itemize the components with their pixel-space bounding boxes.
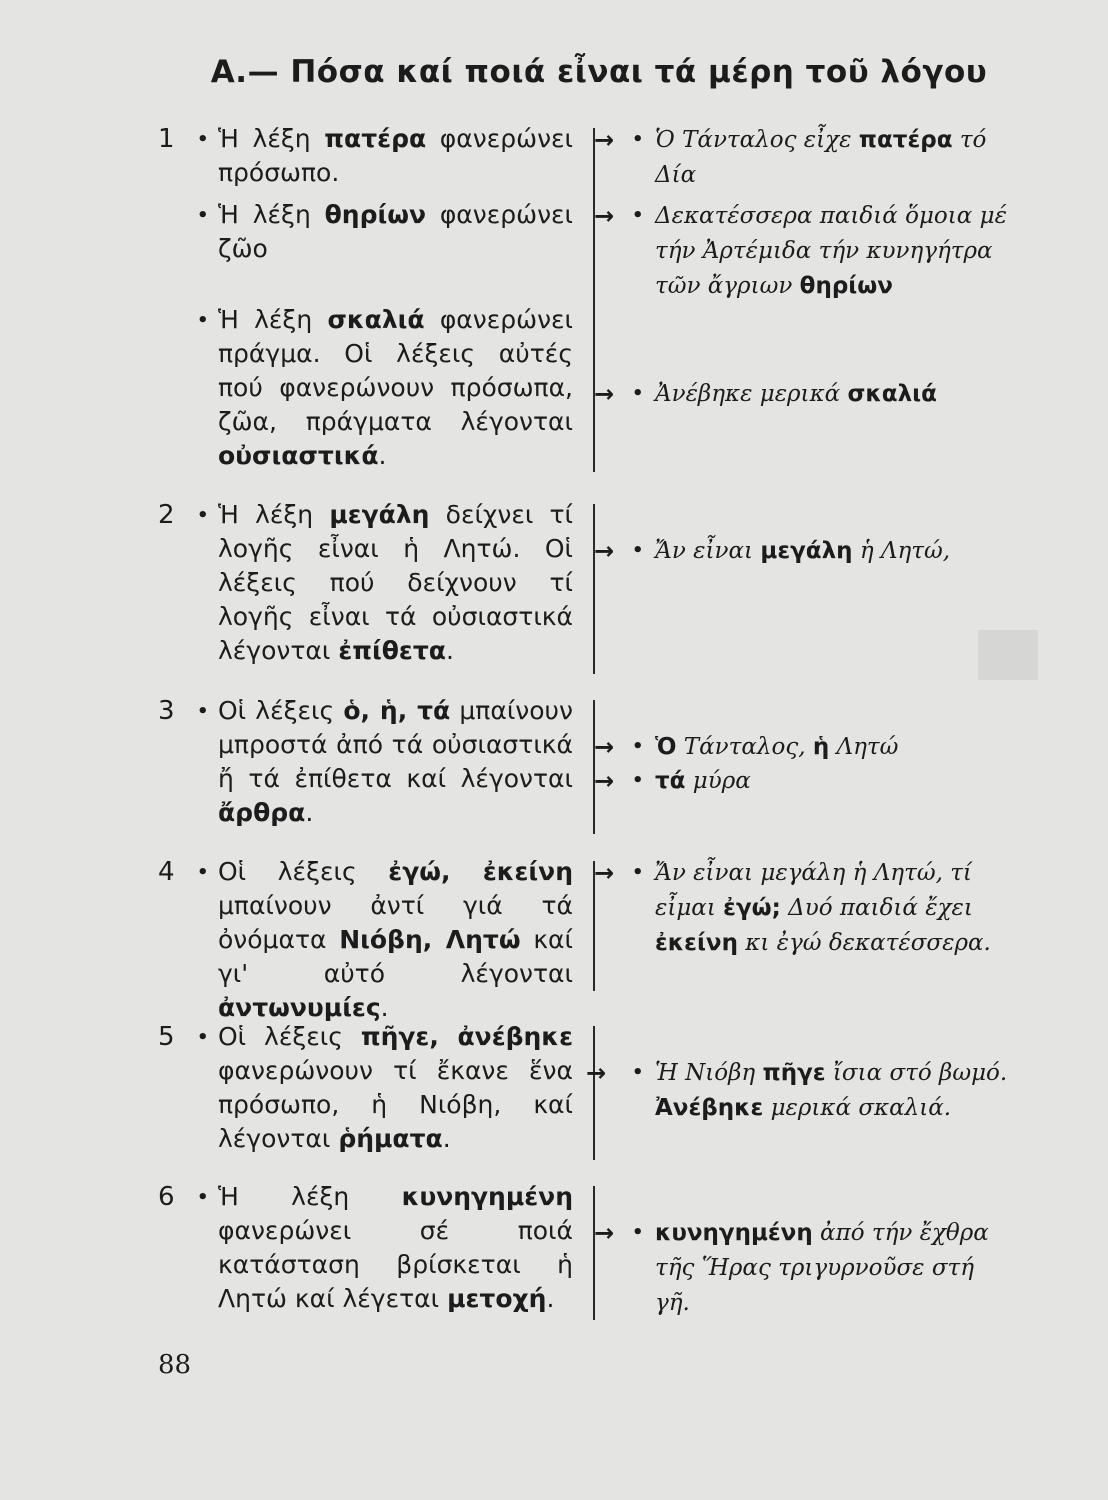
divider-line bbox=[593, 1186, 595, 1320]
keyword: Νιόβη, Λητώ bbox=[339, 925, 521, 954]
right-example-1a bbox=[655, 123, 1015, 193]
text: Ἄν εἶναι μεγάλη ἡ Λητώ, τί εἶμαι bbox=[655, 860, 972, 921]
keyword: ἐπίθετα bbox=[338, 636, 446, 665]
text: Ἡ λέξη bbox=[218, 200, 325, 229]
keyword: πῆγε bbox=[762, 1060, 826, 1086]
right-example-1c bbox=[655, 377, 1015, 412]
text: Λητώ bbox=[829, 734, 899, 760]
right-example-4 bbox=[655, 856, 1015, 961]
left-item-6 bbox=[218, 1180, 573, 1316]
bullet: • bbox=[197, 205, 209, 226]
arrow-icon: → bbox=[594, 767, 615, 795]
keyword: οὐσιαστικά bbox=[218, 441, 379, 470]
keyword: ῥήματα bbox=[338, 1124, 443, 1153]
section-number: 4 bbox=[158, 857, 175, 887]
bullet: • bbox=[197, 129, 209, 150]
text: . bbox=[378, 441, 387, 470]
text: μύρα bbox=[685, 768, 751, 794]
keyword: ἐκείνη bbox=[655, 930, 738, 956]
text: ἀπό τήν ἔχθρα τῆς Ἥρας τριγυρνοῦσε στή γῆ. bbox=[655, 1220, 989, 1316]
keyword: πατέρα bbox=[858, 127, 953, 153]
left-item-5 bbox=[218, 1020, 573, 1156]
text: μπαίνουν ἀντί γιά τά ὀνόματα bbox=[218, 891, 573, 954]
arrow-icon: → bbox=[594, 202, 615, 230]
keyword: σκαλιά bbox=[327, 305, 425, 334]
text: . bbox=[305, 798, 314, 827]
text: τό Δία bbox=[655, 127, 987, 188]
arrow-icon: → bbox=[594, 126, 615, 154]
bullet: • bbox=[632, 770, 644, 791]
arrow-icon: → bbox=[594, 733, 615, 761]
section-number: 2 bbox=[158, 500, 175, 530]
bullet: • bbox=[632, 540, 644, 561]
arrow-icon: → bbox=[586, 1059, 607, 1087]
bullet: • bbox=[197, 310, 209, 331]
text: Δυό παιδιά ἔχει bbox=[780, 895, 973, 921]
text: Ἡ λέξη bbox=[218, 500, 330, 529]
text: Ἄν εἶναι bbox=[655, 538, 761, 564]
left-item-1c bbox=[218, 303, 573, 473]
text: κι ἐγώ δεκατέσσερα. bbox=[737, 930, 991, 956]
section-number: 5 bbox=[158, 1022, 175, 1052]
bullet: • bbox=[197, 505, 209, 526]
bullet: • bbox=[632, 736, 644, 757]
keyword: ἄρθρα bbox=[218, 798, 306, 827]
right-example-3a bbox=[655, 730, 1015, 765]
left-item-1a bbox=[218, 122, 573, 190]
bullet: • bbox=[197, 1027, 209, 1048]
divider-line bbox=[593, 128, 595, 472]
bullet: • bbox=[197, 701, 209, 722]
keyword: ὁ, ἡ, τά bbox=[343, 696, 451, 725]
left-item-2 bbox=[218, 498, 573, 668]
text: . bbox=[442, 1124, 451, 1153]
keyword: κυνηγημένη bbox=[401, 1182, 573, 1211]
text: φανερώνουν τί ἔκανε ἕνα πρόσωπο, ἡ Νιόβη, καί λέγονται bbox=[218, 1056, 573, 1153]
left-item-3 bbox=[218, 694, 573, 830]
text: φανερώνει ζῶο bbox=[218, 200, 574, 263]
arrow-icon: → bbox=[594, 537, 615, 565]
right-example-1b bbox=[655, 199, 1015, 304]
keyword: ἐγώ; bbox=[723, 895, 781, 921]
right-example-2 bbox=[655, 534, 1015, 569]
keyword: κυνηγημένη bbox=[655, 1220, 813, 1246]
text: Ἀνέβηκε μερικά bbox=[655, 381, 848, 407]
bullet: • bbox=[632, 205, 644, 226]
keyword: σκαλιά bbox=[847, 381, 937, 407]
bullet: • bbox=[632, 1062, 644, 1083]
keyword: τά bbox=[655, 768, 686, 794]
keyword: θηρίων bbox=[799, 273, 893, 299]
section-number: 3 bbox=[158, 696, 175, 726]
bullet: • bbox=[632, 862, 644, 883]
arrow-icon: → bbox=[594, 1219, 615, 1247]
text: Ὁ Τάνταλος εἶχε bbox=[655, 127, 859, 153]
text: . bbox=[546, 1284, 555, 1313]
text: . bbox=[380, 993, 389, 1022]
keyword: θηρίων bbox=[324, 200, 426, 229]
right-example-6 bbox=[655, 1216, 1015, 1321]
bullet: • bbox=[632, 383, 644, 404]
keyword: ἀντωνυμίες bbox=[218, 993, 381, 1022]
arrow-icon: → bbox=[594, 859, 615, 887]
text: φανερώνει πρόσωπο. bbox=[218, 124, 574, 187]
text: Ἡ λέξη bbox=[218, 305, 328, 334]
text: ἴσια στό βωμό. bbox=[825, 1060, 1008, 1086]
bullet: • bbox=[632, 1222, 644, 1243]
text: καί γι' αὐτό λέγονται bbox=[218, 925, 573, 988]
page-number: 88 bbox=[158, 1350, 192, 1380]
keyword: Ὁ bbox=[655, 734, 677, 760]
text: δείχνει τί λογῆς εἶναι ἡ Λητώ. Οἱ λέξεις πού δείχνουν τί λογῆς εἶναι τά οὐσιαστικά λέγονται bbox=[218, 500, 573, 665]
section-number: 1 bbox=[158, 124, 175, 154]
text: Ἡ λέξη bbox=[218, 1182, 402, 1211]
text: φανερώνει σέ ποιά κατάσταση βρίσκεται ἡ Λητώ καί λέγεται bbox=[218, 1216, 573, 1313]
text: μερικά σκαλιά. bbox=[763, 1095, 952, 1121]
bullet: • bbox=[197, 862, 209, 883]
bleed-through-mark bbox=[978, 630, 1038, 680]
text: Οἱ λέξεις bbox=[218, 1022, 361, 1051]
keyword: μετοχή bbox=[447, 1284, 547, 1313]
text: Οἱ λέξεις bbox=[218, 696, 344, 725]
keyword: πῆγε, ἀνέβηκε bbox=[360, 1022, 573, 1051]
text: Ἡ Νιόβη bbox=[655, 1060, 763, 1086]
text: Τάνταλος, bbox=[676, 734, 813, 760]
keyword: πατέρα bbox=[324, 124, 427, 153]
keyword: μεγάλη bbox=[760, 538, 853, 564]
text: Οἱ λέξεις bbox=[218, 857, 389, 886]
divider-line bbox=[593, 1026, 595, 1160]
section-number: 6 bbox=[158, 1182, 175, 1212]
keyword: ἡ bbox=[812, 734, 830, 760]
right-example-3b bbox=[655, 764, 1015, 799]
text: . bbox=[445, 636, 454, 665]
text: Ἡ λέξη bbox=[218, 124, 325, 153]
text: ἡ Λητώ, bbox=[852, 538, 951, 564]
left-item-1b bbox=[218, 198, 573, 266]
bullet: • bbox=[632, 129, 644, 150]
keyword: Ἀνέβηκε bbox=[655, 1095, 764, 1121]
left-item-4 bbox=[218, 855, 573, 1025]
right-example-5 bbox=[655, 1056, 1015, 1126]
text: μπαίνουν μπροστά ἀπό τά οὐσιαστικά ἤ τά ἐπίθετα καί λέγονται bbox=[218, 696, 573, 793]
bullet: • bbox=[197, 1187, 209, 1208]
keyword: ἐγώ, ἐκείνη bbox=[388, 857, 573, 886]
divider-line bbox=[593, 504, 595, 674]
text: φανερώνει πράγμα. Οἱ λέξεις αὐτές πού φανερώνουν πρόσωπα, ζῶα, πράγματα λέγονται bbox=[218, 305, 574, 436]
page-title: Α.— Πόσα καί ποιά εἶναι τά μέρη τοῦ λόγου bbox=[210, 54, 988, 90]
arrow-icon: → bbox=[594, 380, 615, 408]
text: Δεκατέσσερα παιδιά ὅμοια μέ τήν Ἀρτέμιδα τήν κυνηγήτρα τῶν ἄγριων bbox=[655, 203, 1007, 299]
keyword: μεγάλη bbox=[329, 500, 430, 529]
